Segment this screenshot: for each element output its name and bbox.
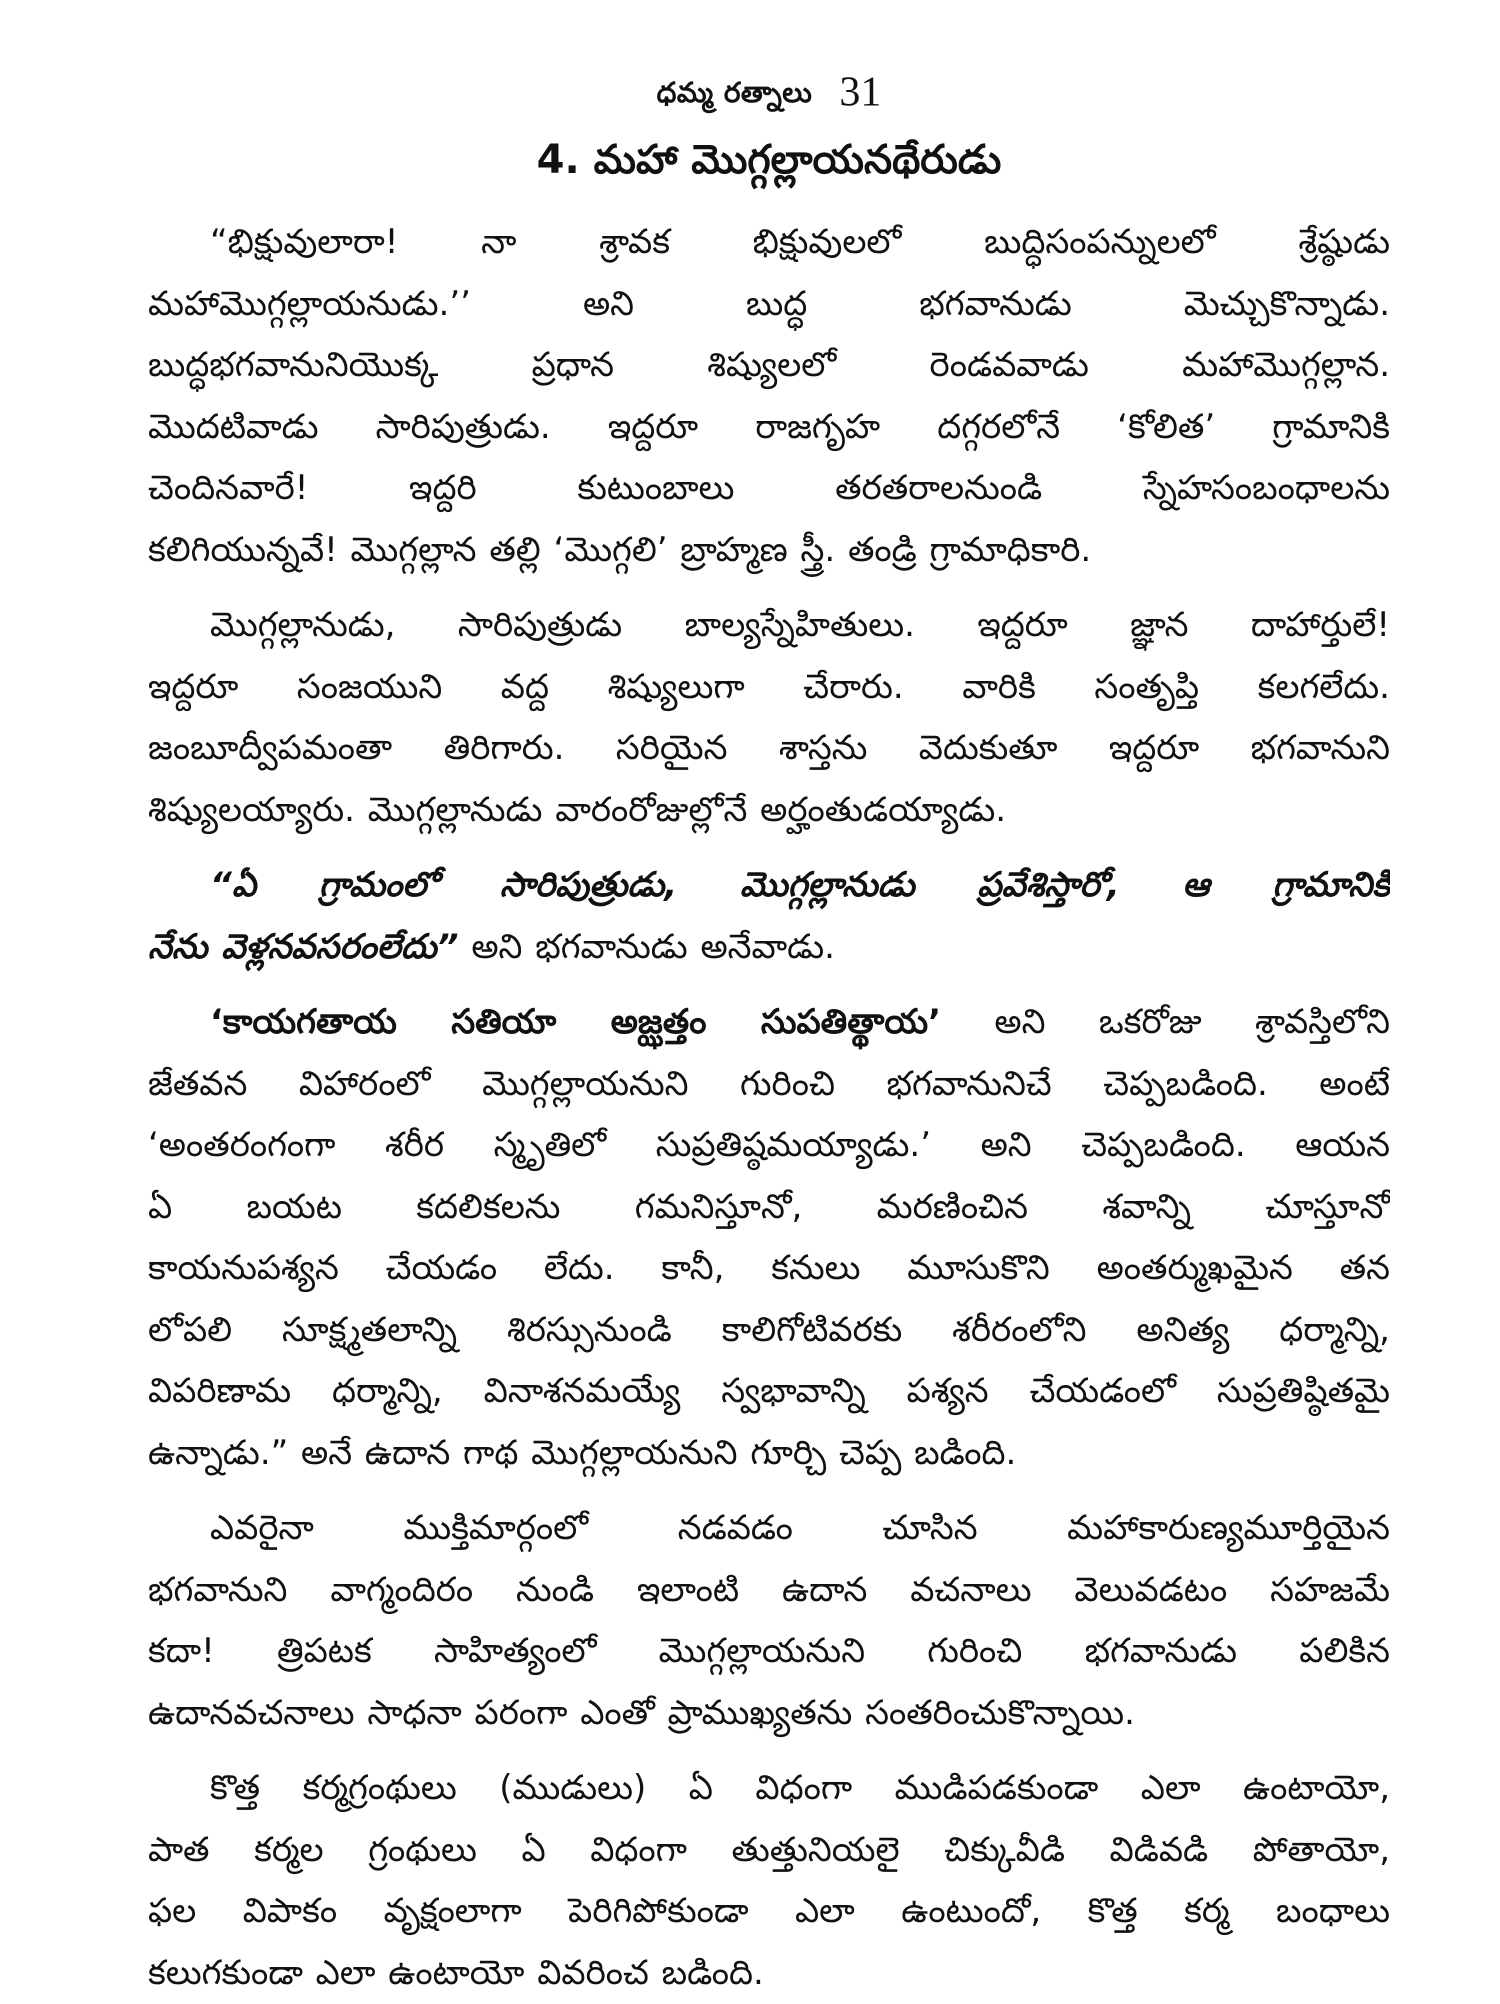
text-line: లోపలి సూక్ష్మతలాన్ని శిరస్సునుండి కాలిగోటివరకు శరీరంలోని అనిత్య ధర్మాన్ని, <box>148 1300 1390 1362</box>
quote-line-end: నేను వెళ్లనవసరంలేదు” <box>148 927 459 967</box>
text-line: ఏ బయట కదలికలను గమనిస్తూనో, మరణించిన శవాన్ని చూస్తూనో <box>148 1177 1390 1239</box>
quote-tail: అని భగవానుడు అనేవాడు. <box>459 927 835 967</box>
text-line: ఫల విపాకం వృక్షంలాగా పెరిగిపోకుండా ఎలా ఉంటుందో, కొత్త కర్మ బంధాలు <box>148 1881 1390 1943</box>
text-line: పాత కర్మల గ్రంథులు ఏ విధంగా తుత్తునియలై చిక్కువీడి విడివడి పోతాయో, <box>148 1820 1390 1882</box>
text-line: కదా! త్రిపటక సాహిత్యంలో మొగ్గల్లాయనుని గురించి భగవానుడు పలికిన <box>148 1621 1390 1683</box>
text-line: కలిగియున్నవే! మొగ్గల్లాన తల్లి ‘మొగ్గలి’ బ్రాహ్మణ స్త్రీ. తండ్రి గ్రామాధికారి. <box>148 520 1390 582</box>
paragraph-3-quote <box>148 855 1390 978</box>
text-line: “భిక్షువులారా! నా శ్రావక భిక్షువులలో బుద్ధిసంపన్నులలో శ్రేష్ఠుడు <box>148 212 1390 274</box>
paragraph-5 <box>148 1498 1390 1744</box>
text-line: ఇద్దరూ సంజయుని వద్ద శిష్యులుగా చేరారు. వారికి సంతృప్తి కలగలేదు. <box>148 657 1390 719</box>
text-line: ఉదానవచనాలు సాధనా పరంగా ఎంతో ప్రాముఖ్యతను సంతరించుకొన్నాయి. <box>148 1683 1390 1745</box>
text-line: శిష్యులయ్యారు. మొగ్గల్లానుడు వారంరోజుల్లోనే అర్హంతుడయ్యాడు. <box>148 780 1390 842</box>
text-line <box>148 992 1390 1054</box>
paragraph-4 <box>148 992 1390 1484</box>
text-line: చెందినవారే! ఇద్దరి కుటుంబాలు తరతరాలనుండి స్నేహసంబంధాలను <box>148 458 1390 520</box>
text-line: మొగ్గల్లానుడు, సారిపుత్రుడు బాల్యస్నేహితులు. ఇద్దరూ జ్ఞాన దాహార్తులే! <box>148 595 1390 657</box>
running-header <box>148 62 1390 122</box>
phrase-tail: అని ఒకరోజు శ్రావస్తిలోని <box>941 1002 1390 1042</box>
text-line: బుద్ధభగవానునియొక్క ప్రధాన శిష్యులలో రెండవవాడు మహామొగ్గల్లాన. <box>148 335 1390 397</box>
book-title: ధమ్మ రత్నాలు <box>657 76 813 109</box>
text-line: ‘అంతరంగంగా శరీర స్మృతిలో సుప్రతిష్ఠమయ్యాడు.’ అని చెప్పబడింది. ఆయన <box>148 1115 1390 1177</box>
text-line <box>148 917 1390 979</box>
text-line: భగవానుని వాగ్మందిరం నుండి ఇలాంటి ఉదాన వచనాలు వెలువడటం సహజమే <box>148 1560 1390 1622</box>
text-line: కాయనుపశ్యన చేయడం లేదు. కానీ, కనులు మూసుకొని అంతర్ముఖమైన తన <box>148 1238 1390 1300</box>
paragraph-2 <box>148 595 1390 841</box>
text-line: విపరిణామ ధర్మాన్ని, వినాశనమయ్యే స్వభావాన్ని పశ్యన చేయడంలో సుప్రతిష్ఠితమై <box>148 1361 1390 1423</box>
text-line: మొదటివాడు సారిపుత్రుడు. ఇద్దరూ రాజగృహ దగ్గరలోనే ‘కోలిత’ గ్రామానికి <box>148 397 1390 459</box>
text-line: మహామొగ్గల్లాయనుడు.’’ అని బుద్ధ భగవానుడు మెచ్చుకొన్నాడు. <box>148 274 1390 336</box>
text-line: జేతవన విహారంలో మొగ్గల్లాయనుని గురించి భగవానునిచే చెప్పబడింది. అంటే <box>148 1054 1390 1116</box>
text-line: కొత్త కర్మగ్రంథులు (ముడులు) ఏ విధంగా ముడిపడకుండా ఎలా ఉంటాయో, <box>148 1758 1390 1820</box>
text-line: ఉన్నాడు.” అనే ఉదాన గాథ మొగ్గల్లాయనుని గూర్చి చెప్ప బడింది. <box>148 1423 1390 1485</box>
chapter-title: 4. మహా మొగ్గల్లాయనథేరుడు <box>148 130 1390 190</box>
text-line: కలుగకుండా ఎలా ఉంటాయో వివరించ బడింది. <box>148 1943 1390 2004</box>
text-line: ఎవరైనా ముక్తిమార్గంలో నడవడం చూసిన మహాకారుణ్యమూర్తియైన <box>148 1498 1390 1560</box>
pali-phrase: ‘కాయగతాయ సతియా అజ్ఝత్తం సుపతిత్థాయ’ <box>210 1002 941 1042</box>
quote-line: “ఏ గ్రామంలో సారిపుత్రుడు, మొగ్గల్లానుడు ప్రవేశిస్తారో, ఆ గ్రామానికి <box>148 855 1390 917</box>
paragraph-6 <box>148 1758 1390 2004</box>
paragraph-1 <box>148 212 1390 581</box>
page-number: 31 <box>839 70 881 116</box>
text-line: జంబూద్వీపమంతా తిరిగారు. సరియైన శాస్తను వెదుకుతూ ఇద్దరూ భగవానుని <box>148 718 1390 780</box>
